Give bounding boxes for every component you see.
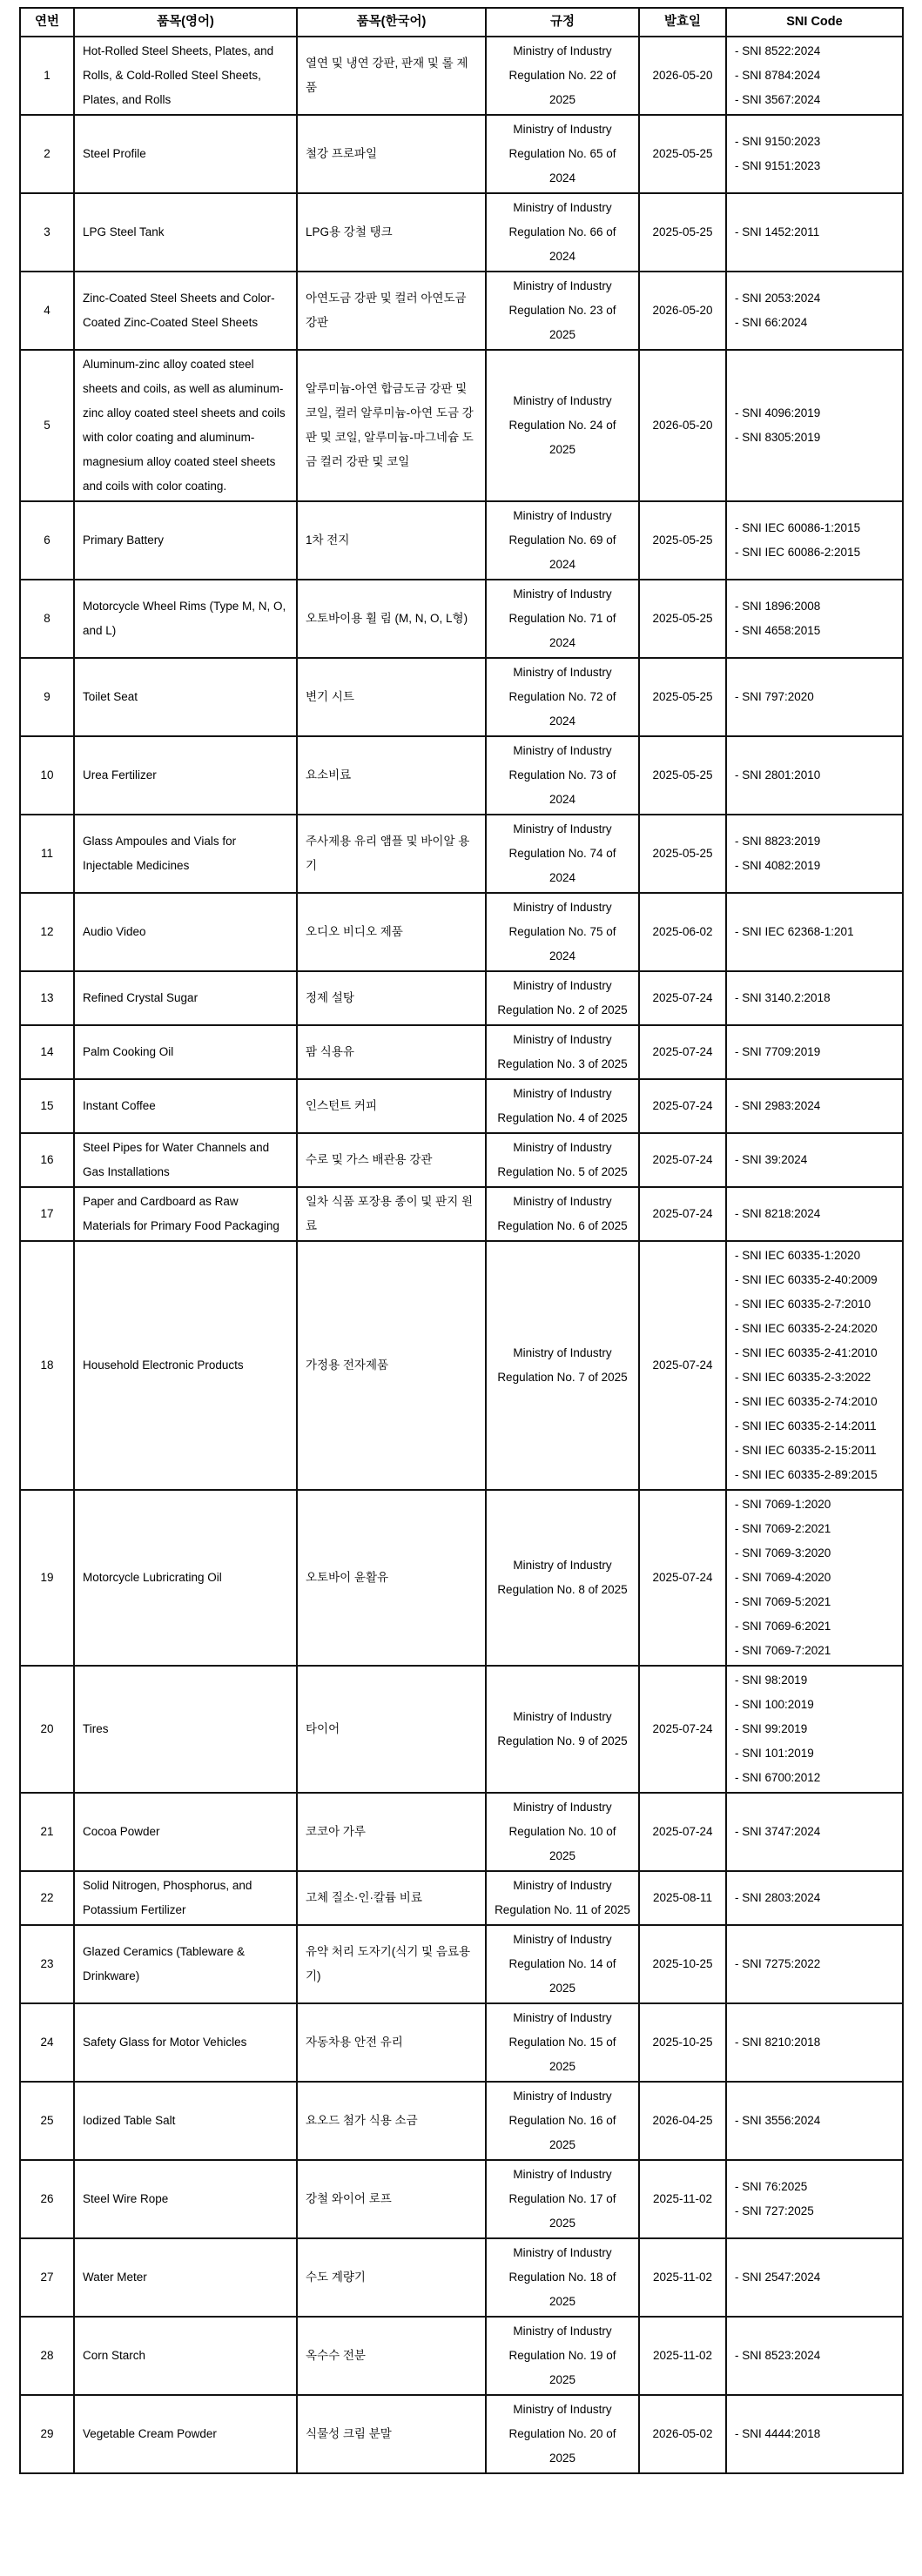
item-english-cell: Urea Fertilizer <box>74 736 297 815</box>
table-row <box>20 893 903 971</box>
table-row <box>20 350 903 501</box>
table-row <box>20 815 903 893</box>
sni-code-line: - SNI 7069-7:2021 <box>735 1644 831 1657</box>
sni-code-line: - SNI 8784:2024 <box>735 69 821 82</box>
sni-codes-cell <box>726 658 903 736</box>
sni-code-line: - SNI 8210:2018 <box>735 2036 821 2049</box>
table-row <box>20 1079 903 1133</box>
item-korean-cell: 오디오 비디오 제품 <box>297 893 486 971</box>
regulation-cell: Ministry of Industry Regulation No. 6 of 2025 <box>486 1187 639 1241</box>
regulation-cell: Ministry of Industry Regulation No. 75 of 2024 <box>486 893 639 971</box>
row-number-cell: 10 <box>20 736 74 815</box>
item-korean-cell: 인스턴트 커피 <box>297 1079 486 1133</box>
effective-date-cell: 2026-04-25 <box>639 2082 726 2160</box>
regulation-cell: Ministry of Industry Regulation No. 16 of 2025 <box>486 2082 639 2160</box>
effective-date-cell: 2025-08-11 <box>639 1871 726 1925</box>
regulation-cell: Ministry of Industry Regulation No. 9 of 2025 <box>486 1666 639 1793</box>
regulation-cell: Ministry of Industry Regulation No. 73 of 2024 <box>486 736 639 815</box>
sni-code-line: - SNI IEC 60335-2-74:2010 <box>735 1395 878 1408</box>
item-english-cell: Instant Coffee <box>74 1079 297 1133</box>
item-english-cell: Tires <box>74 1666 297 1793</box>
item-english-cell: Palm Cooking Oil <box>74 1025 297 1079</box>
sni-code-line: - SNI 7069-5:2021 <box>735 1595 831 1608</box>
header-sni-code: SNI Code <box>726 8 903 37</box>
sni-code-line: - SNI 2801:2010 <box>735 768 821 782</box>
sni-code-line: - SNI IEC 60335-2-89:2015 <box>735 1468 878 1481</box>
sni-code-line: - SNI 76:2025 <box>735 2180 808 2193</box>
item-korean-cell: 강철 와이어 로프 <box>297 2160 486 2238</box>
sni-codes-cell <box>726 2082 903 2160</box>
sni-codes-cell <box>726 736 903 815</box>
item-korean-cell: 수도 계량기 <box>297 2238 486 2317</box>
effective-date-cell: 2025-07-24 <box>639 1241 726 1490</box>
item-english-cell: Corn Starch <box>74 2317 297 2395</box>
regulation-cell: Ministry of Industry Regulation No. 65 of 2024 <box>486 115 639 193</box>
row-number-cell: 3 <box>20 193 74 272</box>
sni-codes-cell <box>726 1187 903 1241</box>
item-korean-cell: 1차 전지 <box>297 501 486 580</box>
table-header <box>20 8 903 37</box>
item-english-cell: Household Electronic Products <box>74 1241 297 1490</box>
effective-date-cell: 2025-11-02 <box>639 2317 726 2395</box>
effective-date-cell: 2026-05-02 <box>639 2395 726 2473</box>
effective-date-cell: 2025-05-25 <box>639 193 726 272</box>
effective-date-cell: 2025-05-25 <box>639 658 726 736</box>
row-number-cell: 18 <box>20 1241 74 1490</box>
row-number-cell: 1 <box>20 37 74 115</box>
sni-code-line: - SNI IEC 60086-1:2015 <box>735 521 861 534</box>
item-english-cell: Audio Video <box>74 893 297 971</box>
row-number-cell: 29 <box>20 2395 74 2473</box>
effective-date-cell: 2025-05-25 <box>639 115 726 193</box>
row-number-cell: 16 <box>20 1133 74 1187</box>
item-english-cell: Motorcycle Lubricrating Oil <box>74 1490 297 1666</box>
effective-date-cell: 2025-07-24 <box>639 1079 726 1133</box>
regulation-cell: Ministry of Industry Regulation No. 15 of 2025 <box>486 2003 639 2082</box>
sni-codes-cell <box>726 815 903 893</box>
sni-code-line: - SNI 101:2019 <box>735 1747 814 1760</box>
sni-code-line: - SNI 2983:2024 <box>735 1099 821 1112</box>
sni-code-line: - SNI 8523:2024 <box>735 2349 821 2362</box>
table-row <box>20 1925 903 2003</box>
sni-code-line: - SNI 39:2024 <box>735 1153 808 1166</box>
sni-code-line: - SNI IEC 60335-2-15:2011 <box>735 1444 877 1457</box>
sni-codes-cell <box>726 2003 903 2082</box>
sni-codes-cell <box>726 1490 903 1666</box>
sni-codes-cell <box>726 1871 903 1925</box>
sni-codes-cell <box>726 580 903 658</box>
regulation-cell: Ministry of Industry Regulation No. 69 of 2024 <box>486 501 639 580</box>
row-number-cell: 4 <box>20 272 74 350</box>
sni-code-line: - SNI 99:2019 <box>735 1722 808 1735</box>
regulation-cell: Ministry of Industry Regulation No. 2 of 2025 <box>486 971 639 1025</box>
sni-code-line: - SNI 3567:2024 <box>735 93 821 106</box>
row-number-cell: 5 <box>20 350 74 501</box>
sni-codes-cell <box>726 2160 903 2238</box>
item-korean-cell: 코코아 가루 <box>297 1793 486 1871</box>
table-row <box>20 658 903 736</box>
table-row <box>20 2317 903 2395</box>
effective-date-cell: 2025-11-02 <box>639 2238 726 2317</box>
sni-code-line: - SNI 6700:2012 <box>735 1771 821 1784</box>
sni-code-line: - SNI 7069-3:2020 <box>735 1546 831 1560</box>
item-korean-cell: 식물성 크림 분말 <box>297 2395 486 2473</box>
sni-code-line: - SNI 98:2019 <box>735 1674 808 1687</box>
regulation-cell: Ministry of Industry Regulation No. 17 of 2025 <box>486 2160 639 2238</box>
sni-code-line: - SNI 2803:2024 <box>735 1891 821 1904</box>
regulation-cell: Ministry of Industry Regulation No. 74 of 2024 <box>486 815 639 893</box>
effective-date-cell: 2025-07-24 <box>639 1490 726 1666</box>
table-row <box>20 1025 903 1079</box>
effective-date-cell: 2025-07-24 <box>639 1025 726 1079</box>
header-item-korean: 품목(한국어) <box>297 8 486 37</box>
regulation-cell: Ministry of Industry Regulation No. 8 of 2025 <box>486 1490 639 1666</box>
sni-code-line: - SNI IEC 60335-2-3:2022 <box>735 1371 872 1384</box>
sni-code-line: - SNI IEC 60335-2-7:2010 <box>735 1298 872 1311</box>
effective-date-cell: 2025-05-25 <box>639 736 726 815</box>
table-row <box>20 2238 903 2317</box>
item-english-cell: Hot-Rolled Steel Sheets, Plates, and Rolls, & Cold-Rolled Steel Sheets, Plates, and Rolls <box>74 37 297 115</box>
effective-date-cell: 2025-05-25 <box>639 580 726 658</box>
table-row <box>20 1133 903 1187</box>
item-english-cell: Iodized Table Salt <box>74 2082 297 2160</box>
row-number-cell: 24 <box>20 2003 74 2082</box>
header-item-english: 품목(영어) <box>74 8 297 37</box>
table-row <box>20 580 903 658</box>
item-english-cell: Cocoa Powder <box>74 1793 297 1871</box>
item-korean-cell: 정제 설탕 <box>297 971 486 1025</box>
sni-codes-cell <box>726 37 903 115</box>
table-row <box>20 501 903 580</box>
sni-code-line: - SNI 7069-2:2021 <box>735 1522 831 1535</box>
sni-codes-cell <box>726 272 903 350</box>
regulation-cell: Ministry of Industry Regulation No. 20 of 2025 <box>486 2395 639 2473</box>
sni-codes-cell <box>726 2238 903 2317</box>
item-english-cell: Steel Profile <box>74 115 297 193</box>
item-english-cell: Toilet Seat <box>74 658 297 736</box>
item-english-cell: Motorcycle Wheel Rims (Type M, N, O, and L) <box>74 580 297 658</box>
row-number-cell: 12 <box>20 893 74 971</box>
header-row-number: 연번 <box>20 8 74 37</box>
item-korean-cell: 오토바이용 휠 림 (M, N, O, L형) <box>297 580 486 658</box>
table-row <box>20 1241 903 1490</box>
effective-date-cell: 2025-11-02 <box>639 2160 726 2238</box>
item-english-cell: Glass Ampoules and Vials for Injectable Medicines <box>74 815 297 893</box>
sni-codes-cell <box>726 2317 903 2395</box>
sni-codes-cell <box>726 1666 903 1793</box>
sni-code-line: - SNI 66:2024 <box>735 316 808 329</box>
item-english-cell: Solid Nitrogen, Phosphorus, and Potassium Fertilizer <box>74 1871 297 1925</box>
regulation-cell: Ministry of Industry Regulation No. 5 of 2025 <box>486 1133 639 1187</box>
row-number-cell: 11 <box>20 815 74 893</box>
item-korean-cell: 팜 식용유 <box>297 1025 486 1079</box>
item-korean-cell: 철강 프로파일 <box>297 115 486 193</box>
sni-regulation-table <box>19 7 904 2474</box>
effective-date-cell: 2025-06-02 <box>639 893 726 971</box>
effective-date-cell: 2025-05-25 <box>639 501 726 580</box>
sni-code-line: - SNI IEC 62368-1:201 <box>735 925 854 938</box>
row-number-cell: 14 <box>20 1025 74 1079</box>
table-row <box>20 193 903 272</box>
header-row <box>20 8 903 37</box>
effective-date-cell: 2026-05-20 <box>639 350 726 501</box>
sni-code-line: - SNI 1452:2011 <box>735 225 820 238</box>
sni-code-line: - SNI IEC 60086-2:2015 <box>735 546 861 559</box>
item-korean-cell: 요소비료 <box>297 736 486 815</box>
sni-code-line: - SNI IEC 60335-2-14:2011 <box>735 1419 877 1432</box>
item-english-cell: Steel Pipes for Water Channels and Gas Installations <box>74 1133 297 1187</box>
sni-codes-cell <box>726 1925 903 2003</box>
sni-code-line: - SNI 8305:2019 <box>735 431 821 444</box>
table-row <box>20 1187 903 1241</box>
sni-code-line: - SNI 7069-6:2021 <box>735 1620 831 1633</box>
sni-code-line: - SNI 4082:2019 <box>735 859 821 872</box>
row-number-cell: 15 <box>20 1079 74 1133</box>
item-korean-cell: 타이어 <box>297 1666 486 1793</box>
sni-code-line: - SNI 4444:2018 <box>735 2427 821 2440</box>
sni-code-line: - SNI 4658:2015 <box>735 624 821 637</box>
item-korean-cell: 가정용 전자제품 <box>297 1241 486 1490</box>
sni-code-line: - SNI 7069-1:2020 <box>735 1498 831 1511</box>
table-row <box>20 37 903 115</box>
sni-code-line: - SNI 1896:2008 <box>735 600 821 613</box>
regulation-cell: Ministry of Industry Regulation No. 7 of 2025 <box>486 1241 639 1490</box>
sni-codes-cell <box>726 1793 903 1871</box>
item-english-cell: Water Meter <box>74 2238 297 2317</box>
sni-code-line: - SNI IEC 60335-2-41:2010 <box>735 1346 878 1359</box>
effective-date-cell: 2025-07-24 <box>639 1666 726 1793</box>
item-korean-cell: 변기 시트 <box>297 658 486 736</box>
item-korean-cell: 알루미늄-아연 합금도금 강판 및 코일, 컬러 알루미늄-아연 도금 강판 및 코일, 알루미늄-마그네슘 도금 컬러 강판 및 코일 <box>297 350 486 501</box>
sni-code-line: - SNI 7069-4:2020 <box>735 1571 831 1584</box>
header-regulation: 규정 <box>486 8 639 37</box>
table-row <box>20 1666 903 1793</box>
sni-code-line: - SNI 9150:2023 <box>735 135 821 148</box>
effective-date-cell: 2025-07-24 <box>639 971 726 1025</box>
item-korean-cell: 수로 및 가스 배관용 강관 <box>297 1133 486 1187</box>
item-english-cell: Primary Battery <box>74 501 297 580</box>
effective-date-cell: 2025-07-24 <box>639 1187 726 1241</box>
sni-code-line: - SNI 3556:2024 <box>735 2114 821 2127</box>
row-number-cell: 26 <box>20 2160 74 2238</box>
effective-date-cell: 2025-05-25 <box>639 815 726 893</box>
sni-codes-cell <box>726 1079 903 1133</box>
regulation-cell: Ministry of Industry Regulation No. 18 of 2025 <box>486 2238 639 2317</box>
sni-code-line: - SNI 2547:2024 <box>735 2271 821 2284</box>
item-korean-cell: 유약 처리 도자기(식기 및 음료용기) <box>297 1925 486 2003</box>
item-korean-cell: 일차 식품 포장용 종이 및 판지 원료 <box>297 1187 486 1241</box>
sni-code-line: - SNI IEC 60335-2-40:2009 <box>735 1273 878 1286</box>
sni-codes-cell <box>726 193 903 272</box>
table-row <box>20 1490 903 1666</box>
table-row <box>20 272 903 350</box>
item-english-cell: LPG Steel Tank <box>74 193 297 272</box>
item-english-cell: Steel Wire Rope <box>74 2160 297 2238</box>
sni-codes-cell <box>726 350 903 501</box>
item-korean-cell: 오토바이 윤활유 <box>297 1490 486 1666</box>
item-english-cell: Paper and Cardboard as Raw Materials for Primary Food Packaging <box>74 1187 297 1241</box>
row-number-cell: 23 <box>20 1925 74 2003</box>
regulation-cell: Ministry of Industry Regulation No. 72 of 2024 <box>486 658 639 736</box>
item-korean-cell: LPG용 강철 탱크 <box>297 193 486 272</box>
sni-codes-cell <box>726 2395 903 2473</box>
item-korean-cell: 열연 및 냉연 강판, 판재 및 롤 제품 <box>297 37 486 115</box>
regulation-cell: Ministry of Industry Regulation No. 71 of 2024 <box>486 580 639 658</box>
sni-code-line: - SNI 100:2019 <box>735 1698 814 1711</box>
item-korean-cell: 요오드 첨가 식용 소금 <box>297 2082 486 2160</box>
regulation-cell: Ministry of Industry Regulation No. 19 of 2025 <box>486 2317 639 2395</box>
regulation-cell: Ministry of Industry Regulation No. 14 of 2025 <box>486 1925 639 2003</box>
item-english-cell: Glazed Ceramics (Tableware & Drinkware) <box>74 1925 297 2003</box>
sni-codes-cell <box>726 893 903 971</box>
item-korean-cell: 옥수수 전분 <box>297 2317 486 2395</box>
row-number-cell: 19 <box>20 1490 74 1666</box>
regulation-cell: Ministry of Industry Regulation No. 23 of 2025 <box>486 272 639 350</box>
table-row <box>20 2395 903 2473</box>
row-number-cell: 8 <box>20 580 74 658</box>
table-row <box>20 1871 903 1925</box>
item-english-cell: Zinc-Coated Steel Sheets and Color-Coated Zinc-Coated Steel Sheets <box>74 272 297 350</box>
regulation-cell: Ministry of Industry Regulation No. 11 of 2025 <box>486 1871 639 1925</box>
row-number-cell: 17 <box>20 1187 74 1241</box>
row-number-cell: 27 <box>20 2238 74 2317</box>
item-english-cell: Aluminum-zinc alloy coated steel sheets and coils, as well as aluminum-zinc alloy coated steel sheets and coils with color coating and aluminum-magnesium alloy coated steel sheets and coils with color coating. <box>74 350 297 501</box>
effective-date-cell: 2026-05-20 <box>639 272 726 350</box>
sni-code-line: - SNI 797:2020 <box>735 690 814 703</box>
header-effective-date: 발효일 <box>639 8 726 37</box>
regulation-cell: Ministry of Industry Regulation No. 4 of 2025 <box>486 1079 639 1133</box>
table-body <box>20 37 903 2473</box>
table-row <box>20 2082 903 2160</box>
sni-code-line: - SNI 3747:2024 <box>735 1825 821 1838</box>
table-row <box>20 736 903 815</box>
effective-date-cell: 2026-05-20 <box>639 37 726 115</box>
sni-code-line: - SNI 4096:2019 <box>735 406 821 419</box>
row-number-cell: 2 <box>20 115 74 193</box>
item-korean-cell: 주사제용 유리 앰플 및 바이알 용기 <box>297 815 486 893</box>
sni-code-line: - SNI 727:2025 <box>735 2204 814 2217</box>
row-number-cell: 9 <box>20 658 74 736</box>
regulation-cell: Ministry of Industry Regulation No. 3 of 2025 <box>486 1025 639 1079</box>
item-english-cell: Vegetable Cream Powder <box>74 2395 297 2473</box>
regulation-cell: Ministry of Industry Regulation No. 10 of 2025 <box>486 1793 639 1871</box>
effective-date-cell: 2025-10-25 <box>639 1925 726 2003</box>
row-number-cell: 22 <box>20 1871 74 1925</box>
table-row <box>20 2003 903 2082</box>
sni-code-line: - SNI 8522:2024 <box>735 44 821 57</box>
regulation-cell: Ministry of Industry Regulation No. 24 of 2025 <box>486 350 639 501</box>
regulation-cell: Ministry of Industry Regulation No. 22 of 2025 <box>486 37 639 115</box>
sni-codes-cell <box>726 115 903 193</box>
sni-code-line: - SNI 2053:2024 <box>735 292 821 305</box>
row-number-cell: 21 <box>20 1793 74 1871</box>
item-english-cell: Refined Crystal Sugar <box>74 971 297 1025</box>
sni-codes-cell <box>726 971 903 1025</box>
regulation-cell: Ministry of Industry Regulation No. 66 of 2024 <box>486 193 639 272</box>
sni-code-line: - SNI 7709:2019 <box>735 1045 821 1058</box>
sni-codes-cell <box>726 1241 903 1490</box>
table-row <box>20 1793 903 1871</box>
sni-codes-cell <box>726 1025 903 1079</box>
item-korean-cell: 아연도금 강판 및 컬러 아연도금 강판 <box>297 272 486 350</box>
sni-code-line: - SNI 8823:2019 <box>735 835 821 848</box>
effective-date-cell: 2025-10-25 <box>639 2003 726 2082</box>
table-row <box>20 115 903 193</box>
table-row <box>20 971 903 1025</box>
item-korean-cell: 자동차용 안전 유리 <box>297 2003 486 2082</box>
row-number-cell: 25 <box>20 2082 74 2160</box>
sni-codes-cell <box>726 1133 903 1187</box>
item-korean-cell: 고체 질소·인·칼륨 비료 <box>297 1871 486 1925</box>
sni-code-line: - SNI IEC 60335-1:2020 <box>735 1249 861 1262</box>
row-number-cell: 28 <box>20 2317 74 2395</box>
effective-date-cell: 2025-07-24 <box>639 1793 726 1871</box>
sni-code-line: - SNI 3140.2:2018 <box>735 991 831 1004</box>
sni-code-line: - SNI 8218:2024 <box>735 1207 821 1220</box>
row-number-cell: 13 <box>20 971 74 1025</box>
sni-code-line: - SNI 9151:2023 <box>735 159 821 172</box>
row-number-cell: 6 <box>20 501 74 580</box>
effective-date-cell: 2025-07-24 <box>639 1133 726 1187</box>
sni-codes-cell <box>726 501 903 580</box>
row-number-cell: 20 <box>20 1666 74 1793</box>
sni-code-line: - SNI 7275:2022 <box>735 1957 821 1970</box>
table-row <box>20 2160 903 2238</box>
sni-code-line: - SNI IEC 60335-2-24:2020 <box>735 1322 878 1335</box>
item-english-cell: Safety Glass for Motor Vehicles <box>74 2003 297 2082</box>
